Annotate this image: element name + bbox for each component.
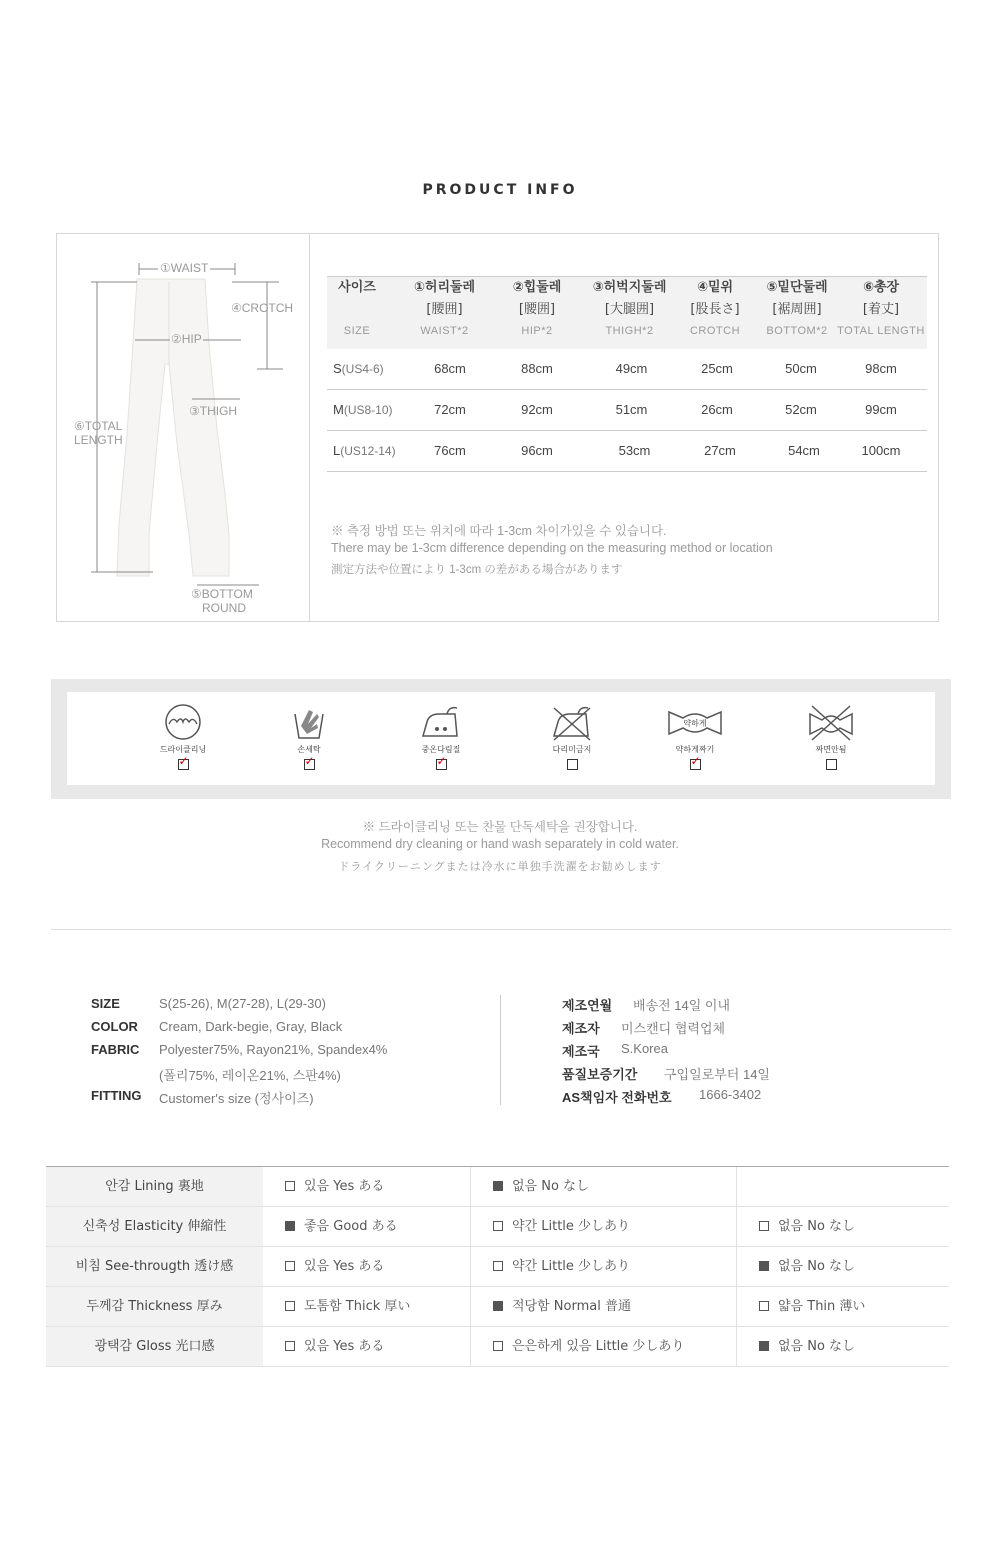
checkbox-icon[interactable] xyxy=(493,1181,503,1191)
attr-option-empty xyxy=(737,1167,949,1206)
spec-divider xyxy=(500,995,501,1105)
attr-option[interactable]: 좋음 Good ある xyxy=(263,1207,471,1246)
care-no-wring xyxy=(791,702,871,770)
attr-option[interactable]: 얇음 Thin 薄い xyxy=(737,1287,949,1326)
header-bottom: ⑤밑단둘레 [裾周囲] BOTTOM*2 xyxy=(766,280,828,337)
no-wring-icon xyxy=(806,702,856,742)
bottom-round-label: ⑤BOTTOM xyxy=(191,587,253,601)
crotch-cell: 27cm xyxy=(704,443,736,458)
spec-value: 미스캔디 협력업체 xyxy=(621,1021,726,1036)
attr-row-see-through xyxy=(46,1247,949,1287)
attr-option[interactable]: 도톰함 Thick 厚い xyxy=(263,1287,471,1326)
care-label: 다리미금지 xyxy=(552,745,592,754)
total-cell: 99cm xyxy=(865,402,897,417)
care-iron-medium xyxy=(401,702,481,770)
product-info-box xyxy=(56,233,939,622)
measure-note-ja: 測定方法や位置により 1-3cm の差がある場合があります xyxy=(331,564,623,576)
spec-value: (폴리75%, 레이온21%, 스판4%) xyxy=(159,1068,341,1083)
attr-row-gloss xyxy=(46,1327,949,1367)
checkbox-icon[interactable] xyxy=(285,1181,295,1191)
bottom-cell: 54cm xyxy=(788,443,820,458)
thigh-cell: 49cm xyxy=(615,361,648,376)
waist-cell: 76cm xyxy=(434,443,466,458)
care-dry-clean xyxy=(143,702,223,770)
checkbox-icon[interactable] xyxy=(759,1261,769,1271)
spec-value: S.Korea xyxy=(621,1041,668,1056)
size-row-s xyxy=(327,349,927,390)
attr-option[interactable]: 은은하게 있음 Little 少しあり xyxy=(471,1327,737,1366)
checkbox-icon[interactable] xyxy=(285,1261,295,1271)
header-size: 사이즈 SIZE xyxy=(338,280,376,337)
care-note-en: Recommend dry cleaning or hand wash separately in cold water. xyxy=(321,837,679,851)
care-checkbox[interactable] xyxy=(178,754,189,770)
thigh-cell: 51cm xyxy=(615,402,648,417)
care-note-ko: ※ 드라이클리닝 또는 찬물 단독세탁을 권장합니다. xyxy=(362,820,638,834)
hand-wash-icon xyxy=(289,702,329,742)
checkbox-icon[interactable] xyxy=(285,1221,295,1231)
wring-icon-text: 약하게 xyxy=(683,719,707,728)
hip-label: ②HIP xyxy=(171,332,202,346)
spec-value: 1666-3402 xyxy=(699,1087,762,1102)
attr-option[interactable]: 약간 Little 少しあり xyxy=(471,1247,737,1286)
size-row-m xyxy=(327,390,927,431)
checkbox-icon[interactable] xyxy=(285,1341,295,1351)
attr-label: 광택감 Gloss 光口感 xyxy=(46,1327,263,1366)
crotch-cell: 26cm xyxy=(701,402,733,417)
attr-option[interactable]: 약간 Little 少しあり xyxy=(471,1207,737,1246)
dry-clean-icon xyxy=(163,702,203,742)
no-iron-icon xyxy=(550,702,594,742)
attr-option[interactable]: 있음 Yes ある xyxy=(263,1167,471,1206)
care-checkbox[interactable] xyxy=(826,759,837,770)
care-label: 짜면안됨 xyxy=(815,745,847,754)
care-label: 중온다림질 xyxy=(421,745,461,754)
bottom-cell: 50cm xyxy=(785,361,817,376)
total-length-label: ⑥TOTAL xyxy=(74,419,123,433)
care-hand-wash xyxy=(269,702,349,770)
thigh-cell: 53cm xyxy=(618,443,651,458)
attr-option[interactable]: 있음 Yes ある xyxy=(263,1247,471,1286)
check-mark-icon: ✓ xyxy=(304,754,315,768)
spec-key: 품질보증기간 xyxy=(562,1067,638,1082)
attr-label: 안감 Lining 裏地 xyxy=(46,1167,263,1206)
checkbox-icon[interactable] xyxy=(493,1341,503,1351)
size-table xyxy=(327,276,927,472)
divider xyxy=(51,929,951,930)
care-panel-inner xyxy=(67,692,935,785)
attr-option[interactable]: 없음 No なし xyxy=(737,1207,949,1246)
care-label: 약하게짜기 xyxy=(675,745,715,754)
care-checkbox[interactable] xyxy=(690,754,701,770)
measure-note-en: There may be 1-3cm difference depending on the measuring method or location xyxy=(331,541,773,555)
care-no-iron xyxy=(532,702,612,770)
hip-cell: 92cm xyxy=(521,402,553,417)
hip-cell: 88cm xyxy=(521,361,553,376)
attr-label: 두께감 Thickness 厚み xyxy=(46,1287,263,1326)
care-checkbox[interactable] xyxy=(436,754,447,770)
spec-key: COLOR xyxy=(91,1019,138,1034)
bottom-cell: 52cm xyxy=(785,402,817,417)
care-checkbox[interactable] xyxy=(304,754,315,770)
checkbox-icon[interactable] xyxy=(493,1301,503,1311)
checkbox-icon[interactable] xyxy=(759,1341,769,1351)
attr-row-thickness xyxy=(46,1287,949,1327)
check-mark-icon: ✓ xyxy=(690,754,701,768)
header-waist: ①허리둘레 [腰囲] WAIST*2 xyxy=(413,280,476,337)
check-mark-icon: ✓ xyxy=(436,754,447,768)
total-cell: 98cm xyxy=(865,361,897,376)
checkbox-icon[interactable] xyxy=(493,1261,503,1271)
checkbox-icon[interactable] xyxy=(759,1301,769,1311)
waist-label: ①WAIST xyxy=(160,261,209,275)
attr-option[interactable]: 없음 No なし xyxy=(737,1247,949,1286)
size-table-header xyxy=(327,276,927,349)
waist-cell: 72cm xyxy=(434,402,466,417)
spec-key: 제조연월 xyxy=(562,998,613,1013)
total-cell: 100cm xyxy=(861,443,901,458)
attr-option[interactable]: 없음 No なし xyxy=(737,1327,949,1366)
attr-option[interactable]: 있음 Yes ある xyxy=(263,1327,471,1366)
spec-key: FABRIC xyxy=(91,1042,140,1057)
spec-key: AS책임자 전화번호 xyxy=(562,1090,672,1105)
header-thigh: ③허벅지둘레 [大腿囲] THIGH*2 xyxy=(592,280,667,337)
care-checkbox[interactable] xyxy=(567,759,578,770)
spec-key: FITTING xyxy=(91,1088,142,1103)
spec-value: S(25-26), M(27-28), L(29-30) xyxy=(159,996,326,1011)
section-title: PRODUCT INFO xyxy=(422,182,578,198)
iron-icon xyxy=(419,702,463,742)
care-wring-gently xyxy=(655,702,735,770)
checkbox-icon[interactable] xyxy=(285,1301,295,1311)
attribute-table xyxy=(46,1166,949,1367)
spec-value: Customer's size (정사이즈) xyxy=(159,1091,314,1106)
care-label: 드라이클리닝 xyxy=(159,745,207,754)
care-panel xyxy=(51,679,951,799)
thigh-label: ③THIGH xyxy=(189,404,238,418)
attr-option[interactable]: 없음 No なし xyxy=(471,1167,737,1206)
spec-key: 제조국 xyxy=(562,1044,600,1059)
crotch-cell: 25cm xyxy=(701,361,733,376)
checkbox-icon[interactable] xyxy=(759,1221,769,1231)
measure-note-ko: ※ 측정 방법 또는 위치에 따라 1-3cm 차이가있을 수 있습니다. xyxy=(331,524,667,538)
spec-value: Cream, Dark-begie, Gray, Black xyxy=(159,1019,343,1034)
header-total: ⑥총장 [着丈] TOTAL LENGTH xyxy=(837,280,925,337)
care-label: 손세탁 xyxy=(297,745,321,754)
size-cell: M(US8-10) xyxy=(333,402,393,417)
attr-label: 신축성 Elasticity 伸縮性 xyxy=(46,1207,263,1246)
spec-value: Polyester75%, Rayon21%, Spandex4% xyxy=(159,1042,388,1057)
care-note-ja: ドライクリーニングまたは冷水に単独手洗濯をお勧めします xyxy=(338,861,662,873)
check-mark-icon: ✓ xyxy=(178,754,189,768)
header-crotch: ④밑위 [股長さ] CROTCH xyxy=(689,280,741,337)
hip-cell: 96cm xyxy=(521,443,553,458)
header-hip: ②힙둘레 [腰囲] HIP*2 xyxy=(512,280,562,337)
attr-row-elasticity xyxy=(46,1207,949,1247)
attr-row-lining xyxy=(46,1167,949,1207)
spec-value: 구입일로부터 14일 xyxy=(664,1067,770,1082)
size-cell: S(US4-6) xyxy=(333,361,384,376)
total-length-label-2: LENGTH xyxy=(74,433,123,447)
spec-key: 제조자 xyxy=(562,1021,600,1036)
checkbox-icon[interactable] xyxy=(493,1221,503,1231)
wring-icon xyxy=(665,702,725,742)
pants-diagram xyxy=(57,234,310,621)
attr-option[interactable]: 적당함 Normal 普通 xyxy=(471,1287,737,1326)
bottom-round-label-2: ROUND xyxy=(202,601,246,615)
attr-label: 비침 See-througth 透け感 xyxy=(46,1247,263,1286)
spec-value: 배송전 14일 이내 xyxy=(633,998,731,1013)
spec-key: SIZE xyxy=(91,996,120,1011)
size-cell: L(US12-14) xyxy=(333,443,396,458)
waist-cell: 68cm xyxy=(434,361,466,376)
crotch-label: ④CROTCH xyxy=(231,301,294,315)
size-row-l xyxy=(327,431,927,472)
